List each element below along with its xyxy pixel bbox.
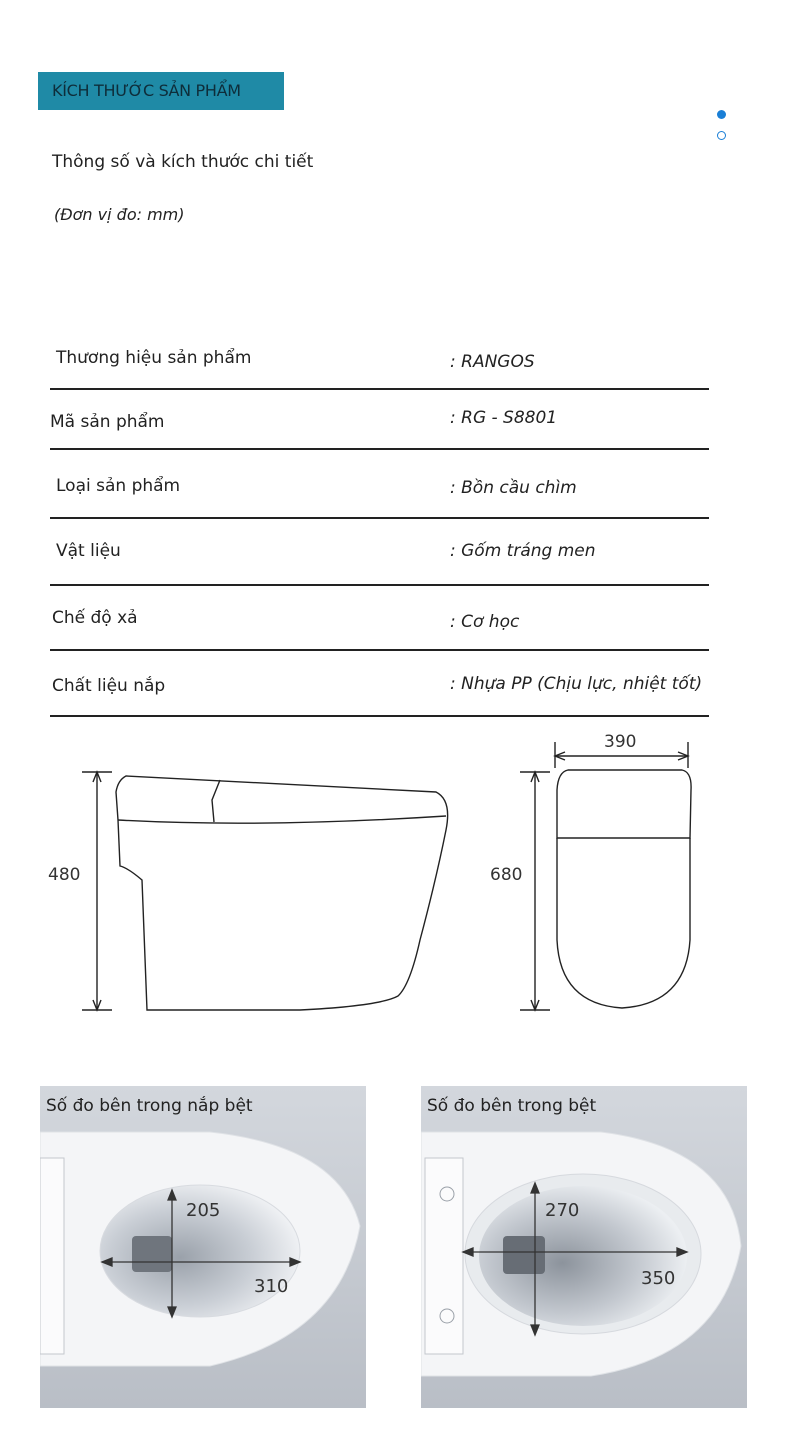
side-height-label: 480 <box>48 865 81 885</box>
spec-row-lid <box>50 654 709 720</box>
spec-value: : Cơ học <box>450 612 520 632</box>
unit-note: (Đơn vị đo: mm) <box>54 205 185 224</box>
divider <box>50 715 709 717</box>
spec-row-material <box>50 522 709 588</box>
carousel-dot-active[interactable] <box>717 110 726 119</box>
photo-bowl-measurement <box>421 1086 747 1408</box>
bowl-vertical-measure: 270 <box>545 1200 580 1221</box>
subtitle: Thông số và kích thước chi tiết <box>52 152 314 172</box>
bowl-horizontal-measure: 350 <box>641 1268 676 1289</box>
dimension-drawing <box>0 720 790 1030</box>
spec-row-code <box>50 392 709 452</box>
spec-value: : RANGOS <box>450 352 535 372</box>
spec-label: Chất liệu nắp <box>52 676 166 696</box>
photo-lid-measurement <box>40 1086 366 1408</box>
divider <box>50 388 709 390</box>
photo-caption: Số đo bên trong bệt <box>427 1096 597 1116</box>
top-view-tank-outline <box>557 770 691 838</box>
spec-label: Chế độ xả <box>52 608 138 628</box>
spec-value: : RG - S8801 <box>450 408 558 428</box>
spec-value: : Bồn cầu chìm <box>450 478 577 498</box>
spec-row-brand <box>50 340 709 392</box>
lid-horizontal-measure: 310 <box>254 1276 289 1297</box>
spec-label: Mã sản phẩm <box>50 412 165 432</box>
spec-label: Thương hiệu sản phẩm <box>56 348 252 368</box>
spec-row-type <box>50 452 709 522</box>
spec-label: Vật liệu <box>56 541 121 561</box>
top-view-bowl-outline <box>557 838 690 1008</box>
spec-row-flush <box>50 588 709 654</box>
side-view-outline <box>116 776 448 1010</box>
top-length-label: 680 <box>490 865 523 885</box>
spec-label: Loại sản phẩm <box>56 476 181 496</box>
spec-value: : Nhựa PP (Chịu lực, nhiệt tốt) <box>450 674 703 694</box>
divider <box>50 649 709 651</box>
photo-caption: Số đo bên trong nắp bệt <box>46 1096 253 1116</box>
divider <box>50 448 709 450</box>
divider <box>50 584 709 586</box>
spec-value: : Gốm tráng men <box>450 541 596 561</box>
lid-vertical-measure: 205 <box>186 1200 221 1221</box>
top-width-label: 390 <box>604 732 637 752</box>
divider <box>50 517 709 519</box>
section-title-badge: KÍCH THƯỚC SẢN PHẨM <box>38 72 284 110</box>
carousel-dot-inactive[interactable] <box>717 131 726 140</box>
